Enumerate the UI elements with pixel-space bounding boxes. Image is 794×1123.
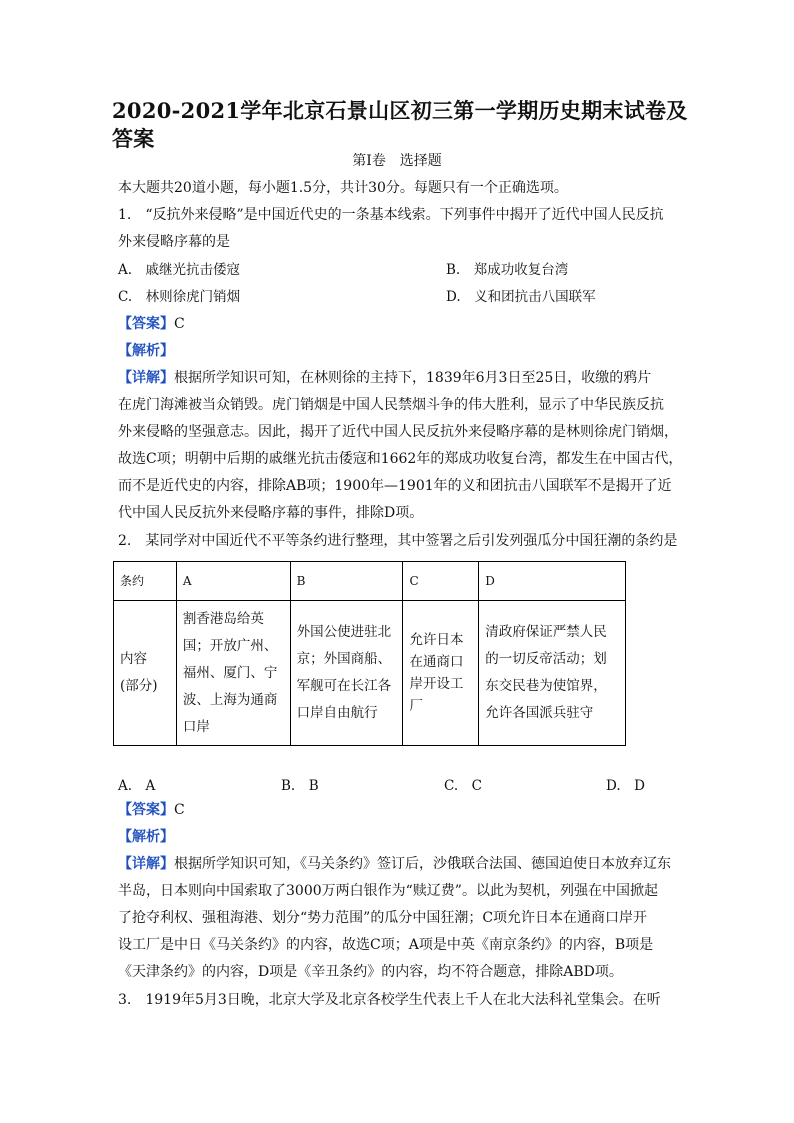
title-line-1: 2020-2021学年北京石景山区初三第一学期历史期末试卷及 bbox=[112, 98, 688, 123]
table-cell-b: 外国公使进驻北京；外国商船、军舰可在长江各口岸自由航行 bbox=[290, 601, 403, 746]
table-header-a: A bbox=[176, 562, 290, 601]
q1-answer-value: C bbox=[174, 316, 185, 332]
q2-analysis bbox=[118, 827, 174, 847]
table-header-b: B bbox=[290, 562, 403, 601]
q2-answer-value: C bbox=[174, 802, 185, 818]
q1-analysis-tag: 【解析】 bbox=[118, 343, 174, 359]
q2-detail-line-1 bbox=[118, 854, 671, 874]
q2-analysis-tag: 【解析】 bbox=[118, 829, 174, 845]
q1-detail-line-1 bbox=[118, 368, 651, 388]
section-title: 第Ⅰ卷 选择题 bbox=[352, 153, 442, 169]
q2-answer bbox=[118, 800, 185, 820]
q1-answer-tag: 【答案】 bbox=[118, 316, 174, 332]
q1-option-b: B. 郑成功收复台湾 bbox=[446, 262, 569, 278]
table-row-label bbox=[114, 601, 177, 746]
q1-detail-text-1: 根据所学知识可知，在林则徐的主持下，1839年6月3日至25日，收缴的鸦片 bbox=[174, 370, 652, 386]
q1-detail-line-2: 在虎门海滩被当众销毁。虎门销烟是中国人民禁烟斗争的伟大胜利，显示了中华民族反抗 bbox=[118, 397, 664, 413]
q2-treaty-table bbox=[113, 561, 626, 746]
document-title bbox=[112, 97, 712, 153]
q1-detail-line-5: 而不是近代史的内容，排除AB项；1900年—1901年的义和团抗击八国联军不是揭开了近 bbox=[118, 478, 672, 494]
instructions: 本大题共20道小题，每小题1.5分，共计30分。每题只有一个正确选项。 bbox=[118, 180, 568, 196]
q1-stem-line-2: 外来侵略序幕的是 bbox=[118, 234, 230, 250]
q2-detail-line-2: 半岛，日本则向中国索取了3000万两白银作为“赎辽费”。以此为契机，列强在中国掀起 bbox=[118, 883, 658, 899]
table-header-treaty: 条约 bbox=[114, 562, 177, 601]
q1-answer bbox=[118, 314, 185, 334]
table-header-c: C bbox=[403, 562, 479, 601]
q2-detail-tag: 【详解】 bbox=[118, 856, 174, 872]
table-header-row bbox=[114, 562, 626, 601]
q3-stem-line-1: 3. 1919年5月3日晚，北京大学及北京各校学生代表上千人在北大法科礼堂集会。在听 bbox=[118, 992, 661, 1008]
title-line-2: 答案 bbox=[112, 126, 155, 151]
q2-option-a: A. A bbox=[118, 778, 156, 794]
q1-option-a: A. 戚继光抗击倭寇 bbox=[118, 262, 241, 278]
table-cell-c: 允许日本在通商口岸开设工厂 bbox=[403, 601, 479, 746]
q2-option-c: C. C bbox=[444, 778, 482, 794]
q2-option-d: D. D bbox=[606, 778, 645, 794]
table-cell-a: 割香港岛给英国；开放广州、福州、厦门、宁波、上海为通商口岸 bbox=[176, 601, 290, 746]
q2-detail-line-3: 了抢夺利权、强租海港、划分“势力范围”的瓜分中国狂潮；C项允许日本在通商口岸开 bbox=[118, 910, 648, 926]
q1-detail-line-3: 外来侵略的坚强意志。因此，揭开了近代中国人民反抗外来侵略序幕的是林则徐虎门销烟， bbox=[118, 424, 678, 440]
q1-detail-tag: 【详解】 bbox=[118, 370, 174, 386]
q1-option-d: D. 义和团抗击八国联军 bbox=[446, 289, 596, 305]
q2-detail-text-1: 根据所学知识可知，《马关条约》签订后，沙俄联合法国、德国迫使日本放弃辽东 bbox=[174, 856, 671, 872]
q1-analysis bbox=[118, 341, 174, 361]
row-label-line-1: 内容 bbox=[120, 651, 147, 667]
table-cell-d: 清政府保证严禁人民的一切反帝活动；划东交民巷为使馆界，允许各国派兵驻守 bbox=[479, 601, 626, 746]
q2-option-b: B. B bbox=[281, 778, 319, 794]
q1-detail-line-4: 故选C项；明朝中后期的戚继光抗击倭寇和1662年的郑成功收复台湾，都发生在中国古代， bbox=[118, 451, 683, 467]
q2-answer-tag: 【答案】 bbox=[118, 802, 174, 818]
table-row bbox=[114, 601, 626, 746]
q2-stem: 2. 某同学对中国近代不平等条约进行整理，其中签署之后引发列强瓜分中国狂潮的条约是 bbox=[118, 533, 678, 549]
table-header-d: D bbox=[479, 562, 626, 601]
q2-detail-line-5: 《天津条约》的内容，D项是《辛丑条约》的内容，均不符合题意，排除ABD项。 bbox=[118, 964, 623, 980]
q1-detail-line-6: 代中国人民反抗外来侵略序幕的事件，排除D项。 bbox=[118, 505, 424, 521]
q1-option-c: C. 林则徐虎门销烟 bbox=[118, 289, 241, 305]
q2-detail-line-4: 设工厂是中日《马关条约》的内容，故选C项；A项是中英《南京条约》的内容，B项是 bbox=[118, 937, 654, 953]
q1-stem-line-1: 1. “反抗外来侵略”是中国近代史的一条基本线索。下列事件中揭开了近代中国人民反抗 bbox=[118, 207, 664, 223]
row-label-line-2: (部分) bbox=[120, 678, 158, 694]
